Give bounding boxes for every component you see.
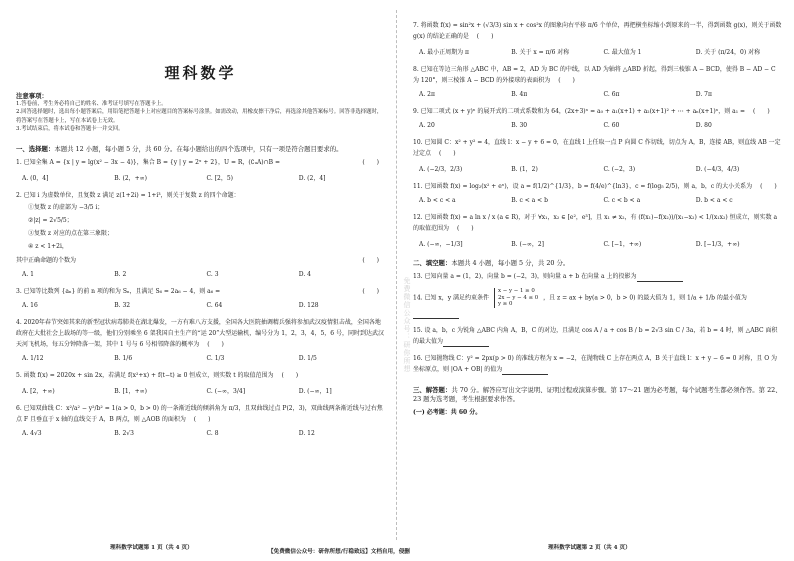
question-12 [413,212,782,234]
question-stem: 1. 已知全集 A = {x | y = lg(x² − 3x − 4)}，集合 B = {y | y = 2ˣ + 2}，U = R，(∁ᵤA)∩B = [16,158,281,166]
notice-item-1: 1.答卷前，考生务必将自己的姓名、准考证号填写在答题卡上。 [16,101,167,107]
answer-paren: ( ) [558,77,575,84]
question-stem: 13. 已知向量 a = (1，2)，向量 b = (−2，3)，则向量 a + b 在向量 a 上的投影为 [413,273,637,280]
question-stem: 16. 已知抛物线 C：y² = 2px(p > 0) 的准线方程为 x = −2，在抛物线 C 上存在两点 A，B 关于直线 l：x + y − 6 = 0 对称，且 O 为坐标原点，则 |OA + OB| 的值为 [413,354,778,373]
answer-paren: ( ) [193,415,211,423]
exam-title: 理科数学 [164,64,237,82]
option-a: A. 2π [419,91,435,98]
option-d: D. 12 [298,429,315,437]
section-solve-desc: 共 70 分。解答应写出文字说明、证明过程或演算步骤。第 17～21 题为必考题，每个试题考生都必须作答。第 22、23 题为选考题，考生根据要求作答。 [413,385,782,403]
page-1-footer: 理科数学试题第 1 页（共 4 页） [110,545,193,551]
notice-item-3: 3.考试结束后，将本试卷和答题卡一并交回。 [16,126,124,133]
proposition-4: ④ z < 1+2i， [28,242,68,250]
proposition-2: ②|z| = 2√5/5； [28,216,73,224]
option-d: D. 80 [695,122,712,129]
option-a: A. 1/12 [22,354,44,362]
answer-paren: ( ) [753,108,770,115]
option-d: D. (−4/3，4/3) [695,166,740,173]
answer-paren: ( ) [760,183,777,190]
notice-item-2: 2.回答选择题时，选出每小题答案后，用铅笔把答题卡上对应题目的答案标号涂黑。如需改动，用橡皮擦干净后，再选涂其他答案标号。回答非选择题时，将答案写在答题卡上，写在本试卷上无效。 [16,109,383,124]
question-options [16,173,385,182]
answer-paren: ( ) [362,287,379,295]
section-fill-desc: 本题共 4 小题，每小题 5 分，共 20 分。 [451,259,570,267]
question-stem: 5. 函数 f(x) = 2020x + sin 2x，若满足 f(x²+x) + f(t−t) ≥ 0 恒成立，则实数 t 的取值范围为 [16,371,274,379]
question-8 [413,64,782,86]
option-c: C. 最大值为 1 [603,49,642,56]
section-choice-heading [16,144,385,153]
question-options [413,122,782,129]
constraint-2: 2x − y − 4 ≤ 0 [497,294,539,301]
question-stem: 10. 已知圆 C：x² + y² = 4，直线 l：x − y + 6 = 0，在直线 l 上任取一点 P 向圆 C 作切线，切点为 A，B，连接 AB，则直线 AB 一定过定点 [413,139,781,157]
answer-paren: ( ) [438,150,456,157]
question-stem-tail: 其中正确命题的个数为 [16,256,77,264]
option-a: A. 1 [22,270,34,278]
answer-paren: ( ) [207,340,224,348]
section-fill-heading [413,258,782,267]
answer-paren: ( ) [281,371,299,379]
option-b: B. 30 [511,122,528,129]
question-stem: 7. 将函数 f(x) = sin²x + (√3/3) sin x + cos²x 的图象向右平移 π/6 个单位，再把横坐标缩小到原来的一半，得到函数 g(x)，则关于函数 g(x) 的结论正确的是 [413,22,782,40]
question-5 [16,370,385,381]
page-2-footer: 理科数学试题第 2 页（共 4 页） [548,545,631,551]
answer-paren: ( ) [362,256,379,264]
question-10 [413,137,782,159]
section-choice-label: 一、选择题： [16,144,55,153]
question-stem: 3. 已知等比数列 {aₙ} 的前 n 项的和为 Sₙ，且满足 S₆ = 2a₆ − 4，则 a₆ = [16,287,221,295]
question-stem: 8. 已知在等边三角形 △ABC 中，AB = 2，AD 为 BC 的中线，以 AD 为轴将 △ABD 折起，得到三棱锥 A − BCD，使得 B − AD − C 为 120°，则三棱锥 A − BCD 的外接球的表面积为 [413,66,776,84]
answer-paren: ( ) [362,158,379,166]
question-stem: 12. 已知函数 f(x) = a ln x / x (a ∈ R)，对于 ∀x₁，x₂ ∈ [e²，e³]，且 x₁ ≠ x₂，有 (f(x₁)−f(x₂))/(x₁−x₂) < 1/(x₁x₂) 恒成立，则实数 a 的取值范围为 [413,214,778,232]
section-solve-label: 三、解答题： [413,385,452,394]
question-1 [16,157,385,168]
option-a: A. b < c < a [419,197,456,204]
question-options [413,164,782,173]
answer-blank [443,340,489,347]
option-c: C. 64 [206,301,223,309]
question-stem: 11. 已知函数 f(x) = log₂(x² + eˣ)，设 a = f(1/2)^{1/3}，b = f(4/e)^{ln3}，c = f(log₅ 2/5)，则 a，b，c 的大小关系为 [413,183,753,190]
option-c: C. c < b < a [603,197,641,204]
option-c: C. [−1，+∞) [603,241,642,248]
option-b: B. 1/6 [114,354,133,362]
option-c: C. 8 [206,429,219,437]
question-stem: 2. 已知 i 为虚数单位，且复数 z 满足 z(1+2i) = 1+i³，则关于复数 z 的四个命题： [16,191,240,199]
option-b: B. 关于 x = π/6 对称 [511,49,570,56]
answer-paren: ( ) [456,225,474,232]
option-b: B. (2，+∞) [114,174,147,182]
notice-heading: 注意事项： [16,92,48,100]
option-c: C. (−∞，3/4] [206,387,246,395]
question-stem-pre: 14. 已知 x，y 满足约束条件 [413,294,490,302]
question-options [16,302,385,309]
proposition-1: ①复数 z 的虚部为 −3/5 i； [28,203,104,211]
question-2 [16,190,385,201]
option-b: B. 4π [511,91,528,98]
option-b: B. (−∞，2] [511,241,544,248]
question-options [16,386,385,395]
question-options [413,239,782,248]
question-4 [16,317,385,350]
question-13 [413,271,782,282]
option-b: B. 32 [114,301,131,309]
source-note: 【免费微信公众号：研你所想/行稳致远】文档自用，侵删 [268,549,410,555]
section-choice-desc: 本题共 12 小题，每小题 5 分，共 60 分。在每小题给出的四个选项中，只有一项是符合题目要求的。 [54,144,343,153]
question-options [16,355,385,362]
proposition-3: ③复数 z 对应的点在第三象限； [28,229,113,237]
question-3 [16,286,385,297]
option-b: B. 2√3 [114,429,134,437]
question-options [413,197,782,204]
question-16 [413,353,782,375]
question-2-tail [16,255,385,266]
question-options [16,430,385,437]
option-a: A. 最小正周期为 π [419,49,469,56]
question-options [413,47,782,56]
answer-blank [502,368,548,375]
constraint-3: y ≥ 0 [497,301,513,308]
section-fill-label: 二、填空题： [413,259,452,267]
option-c: C. (−2，3) [603,166,636,173]
option-d: D. 4 [298,270,311,278]
question-7 [413,20,782,42]
option-d: D. [−1/3，+∞) [695,241,740,248]
required-questions-heading: (一) 必考题：共 60 分。 [413,408,482,416]
question-options [16,271,385,278]
question-14 [413,288,782,319]
option-c: C. [2，5) [206,174,234,182]
question-6 [16,403,385,425]
question-stem: 9. 已知二项式 (x + y)ⁿ 的展开式的二项式系数和为 64，(2x+3)ⁿ = a₀ + a₁(x+1) + a₂(x+1)² + ⋯ + aₙ(x+1)ⁿ，则 a₁ = [413,108,746,115]
option-b: B. (1，2) [511,166,538,173]
option-c: C. 6π [603,91,620,98]
option-a: A. (−2/3，2/3) [419,166,463,173]
option-b: B. 2 [114,270,127,278]
option-d: D. 7π [695,91,712,98]
question-stem: 15. 设 a，b，c 为锐角 △ABC 内角 A，B，C 的对边，且满足 cos A / a + cos B / b = 2√3 sin C / 3a，若 b = 4 时，则 △ABC 面积的最大值为 [413,326,778,345]
option-a: A. 16 [22,301,38,309]
option-c: C. 3 [206,270,219,278]
question-9 [413,106,782,117]
question-stem-post: ，且 z = ax + by(a > 0，b > 0) 的最大值为 1，则 1/a + 1/b 的最小值为 [543,294,747,302]
option-a: A. 20 [419,122,435,129]
section-solve-heading [413,385,782,403]
question-11 [413,181,782,192]
option-c: C. 60 [603,122,620,129]
option-d: D. 关于 (π/24，0) 对称 [695,49,761,56]
option-a: A. 4√3 [22,429,42,437]
option-b: B. c < a < b [511,197,548,204]
answer-blank [413,312,459,319]
option-c: C. 1/3 [206,354,225,362]
question-15 [413,325,782,347]
option-d: D. (−∞，1] [298,387,332,395]
option-b: B. [1，+∞) [114,387,147,395]
option-d: D. (2，4] [298,174,326,182]
option-d: D. b < a < c [695,197,733,204]
constraint-1: x − y − 1 ≥ 0 [497,288,535,294]
question-stem: 6. 已知双曲线 C：x²/a² − y²/b² = 1(a > 0，b > 0) 的一条渐近线的倾斜角为 π/3，且双曲线过点 P(2，3)，双曲线两条渐近线与过右焦点 F 且垂直于 x 轴的直线交于 A，B 两点，则 △AOB 的面积为 [16,404,383,423]
watermark: 免费微信公众号：研你所想 [403,277,411,373]
constraint-system [494,288,538,308]
option-a: A. (0，4] [22,174,49,182]
answer-blank [637,275,683,282]
option-d: D. 128 [298,301,319,309]
answer-paren: ( ) [476,33,494,40]
question-stem: 4. 2020年春节突如其来的新型冠状病毒肺炎在湖北爆发，一方有难八方支援，全国各大医院抽调精兵强将参加武汉疫情狙击战，全国各地政府在大批社会上载场的等一级，他们分别乘坐 6 架我国自主生产的“运 20”大型运输机，编号分为 1，2，3，4，5，6 号，同时到达武汉天河飞机场，每五分钟降落一架，其中 1 号与 6 号相邻降落的概率为 [16,318,385,348]
exam-page-2 [397,0,794,561]
option-a: A. [2，+∞) [22,387,55,395]
option-d: D. 1/5 [298,354,317,362]
question-options [413,91,782,98]
option-a: A. (−∞，−1/3] [419,241,463,248]
